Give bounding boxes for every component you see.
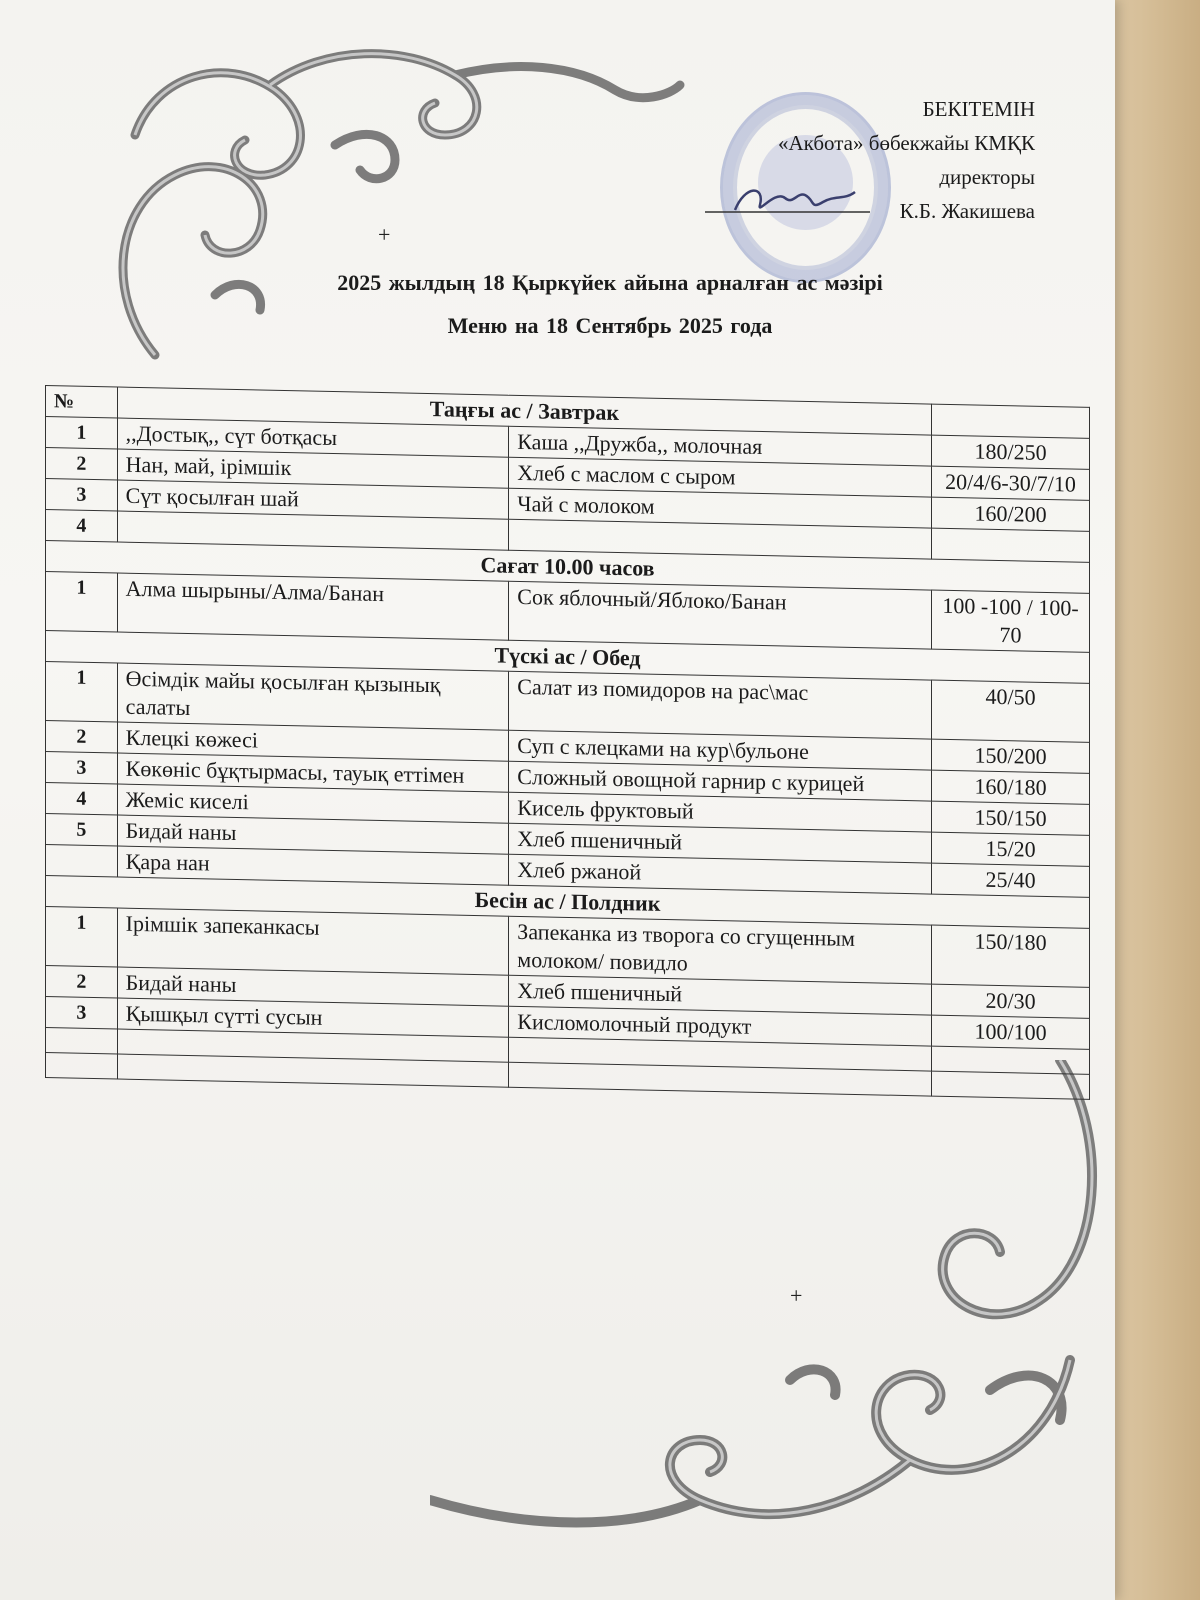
dish-ru: Кисломолочный продукт	[509, 1006, 932, 1046]
dish-kz: Клецкі көжесі	[117, 722, 509, 761]
portion: 20/4/6-30/7/10	[932, 466, 1090, 500]
plus-mark-bottom: +	[790, 1283, 803, 1308]
row-number: 2	[46, 721, 118, 754]
dish-ru: Салат из помидоров на рас\мас	[509, 671, 932, 739]
dish-kz: Өсімдік майы қосылған қызынық салаты	[117, 663, 509, 730]
row-number: 4	[46, 783, 118, 816]
dish-kz: Қара нан	[117, 846, 509, 885]
dish-kz: Сүт қосылған шай	[117, 480, 509, 519]
dish-ru: Хлеб с маслом с сыром	[509, 457, 932, 497]
title-kz: 2025 жылдың 18 Қыркүйек айына арналған ас мәзірі	[337, 270, 883, 295]
portion: 150/180	[932, 925, 1090, 987]
dish-ru: Суп с клецками на кур\бульоне	[509, 730, 932, 770]
approval-line-1: БЕКІТЕМІН	[922, 97, 1035, 121]
row-number: 1	[46, 417, 118, 450]
dish-kz: Ірімшік запеканкасы	[117, 908, 509, 975]
row-number: 1	[46, 907, 118, 968]
portion	[932, 1071, 1090, 1099]
row-number: 4	[46, 510, 118, 543]
row-number: 1	[46, 572, 118, 633]
dish-ru: Кисель фруктовый	[509, 792, 932, 832]
dish-ru: Хлеб пшеничный	[509, 823, 932, 863]
dish-kz: Алма шырыны/Алма/Банан	[117, 573, 509, 640]
dish-ru: Сложный овощной гарнир с курицей	[509, 761, 932, 801]
title-ru: Меню на 18 Сентябрь 2025 года	[447, 313, 773, 338]
number-column-header: №	[46, 386, 118, 419]
corner-ornament-bottom-right	[430, 1060, 1110, 1580]
dish-kz: Бидай наны	[117, 815, 509, 854]
plus-mark-top: +	[378, 222, 391, 247]
row-number	[46, 1053, 118, 1080]
dish-kz: ,,Достық,, сүт ботқасы	[117, 418, 509, 457]
dish-ru: Каша ,,Дружба,, молочная	[509, 426, 932, 466]
portion	[932, 528, 1090, 562]
menu-table	[45, 385, 1090, 1100]
row-number: 2	[46, 448, 118, 481]
row-number: 2	[46, 966, 118, 999]
portion: 15/20	[932, 832, 1090, 866]
dish-kz: Бидай наны	[117, 967, 509, 1006]
portion: 160/200	[932, 497, 1090, 531]
section-title-lunch: Түскі ас / Обед	[46, 631, 1090, 684]
portion: 160/180	[932, 770, 1090, 804]
dish-kz: Көкөніс бұқтырмасы, тауық еттімен	[117, 753, 509, 792]
row-number: 5	[46, 814, 118, 847]
approval-line-2: «Акбота» бөбекжайы КМҚК	[778, 131, 1035, 155]
portion	[932, 1046, 1090, 1074]
dish-kz: Жеміс киселі	[117, 784, 509, 823]
section-title-breakfast: Таңғы ас / Завтрак	[117, 387, 931, 435]
section-title-snack-10: Сағат 10.00 часов	[46, 541, 1090, 594]
dish-kz: Қышқыл сүтті сусын	[117, 998, 509, 1037]
approval-line-3: директоры	[939, 165, 1035, 189]
approval-line-4: К.Б. Жакишева	[899, 199, 1035, 223]
signature	[705, 180, 875, 225]
portion: 180/250	[932, 435, 1090, 469]
portion: 100/100	[932, 1015, 1090, 1049]
dish-ru: Запеканка из творога со сгущенным молоком/ повидло	[509, 916, 932, 984]
dish-ru: Сок яблочный/Яблоко/Банан	[509, 581, 932, 649]
dish-ru: Хлеб пшеничный	[509, 975, 932, 1015]
portion: 150/150	[932, 801, 1090, 835]
portion: 100 -100 / 100-70	[932, 590, 1090, 652]
section-title-afternoon-snack: Бесін ас / Полдник	[46, 876, 1090, 929]
row-number: 3	[46, 752, 118, 785]
portion: 40/50	[932, 680, 1090, 742]
row-number: 3	[46, 479, 118, 512]
portion: 20/30	[932, 984, 1090, 1018]
row-number: 1	[46, 662, 118, 723]
row-number	[46, 1028, 118, 1055]
dish-kz: Нан, май, ірімшік	[117, 449, 509, 488]
dish-ru: Чай с молоком	[509, 488, 932, 528]
row-number	[46, 845, 118, 878]
row-number: 3	[46, 997, 118, 1030]
portion: 25/40	[932, 863, 1090, 897]
portion: 150/200	[932, 739, 1090, 773]
dish-ru: Хлеб ржаной	[509, 854, 932, 894]
